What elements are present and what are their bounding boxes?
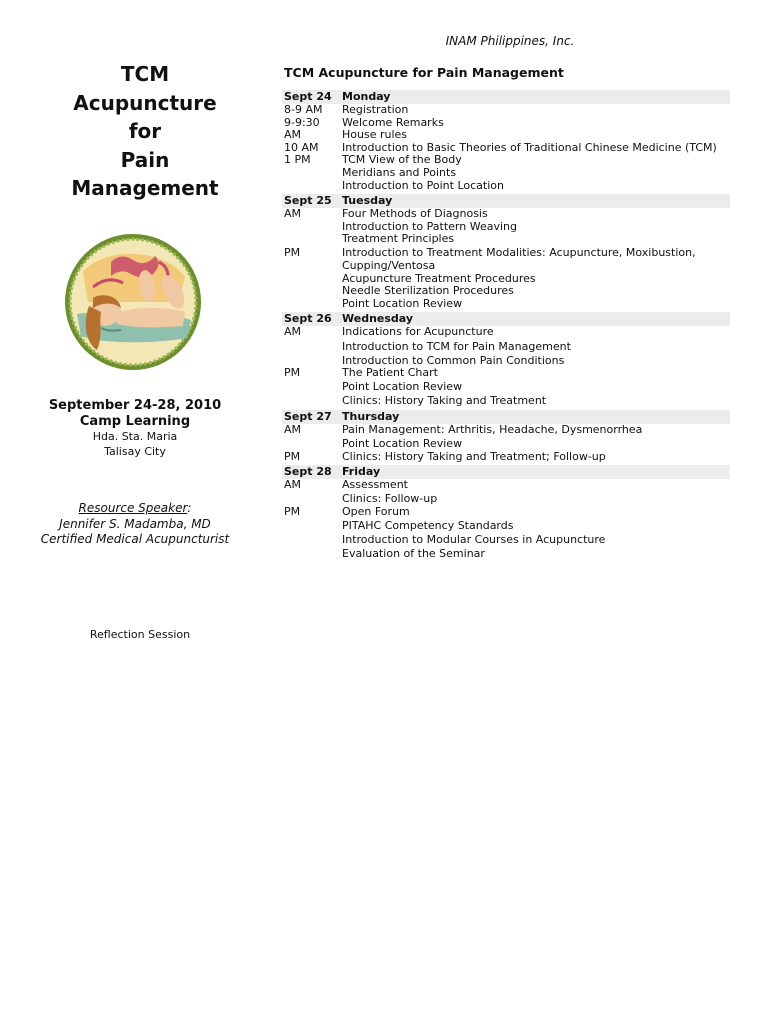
activity-cell: Open Forum <box>342 504 410 518</box>
schedule-row <box>282 246 730 260</box>
time-cell: AM <box>284 325 302 339</box>
activity-cell: Point Location Review <box>342 437 463 451</box>
time-cell <box>282 167 342 180</box>
time-cell: AM <box>284 478 302 492</box>
activity-cell: Introduction to Point Location <box>342 178 504 192</box>
schedule-table <box>282 88 730 561</box>
time-cell: AM <box>284 207 302 221</box>
time-cell: AM <box>284 128 302 142</box>
activity-cell: Treatment Principles <box>342 232 455 246</box>
activity-cell: Acupuncture Treatment Procedures <box>342 271 536 285</box>
activity-cell: Registration <box>342 103 409 116</box>
time-cell <box>282 520 342 533</box>
day-name: Wednesday <box>342 312 414 326</box>
activity-cell: Introduction to Treatment Modalities: Acupuncture, Moxibustion, <box>342 246 696 260</box>
activity-cell: Introduction to TCM for Pain Management <box>342 339 571 353</box>
speaker-heading <box>30 501 240 517</box>
time-cell <box>282 381 342 394</box>
time-cell: PM <box>284 366 301 380</box>
time-cell <box>282 221 342 234</box>
organization-name: INAM Philippines, Inc. <box>445 34 575 48</box>
schedule-row <box>282 394 730 408</box>
event-dates: September 24-28, 2010 <box>48 398 222 413</box>
schedule-row <box>282 260 730 273</box>
time-cell: AM <box>284 422 302 436</box>
day-header <box>282 194 730 208</box>
speaker-colon: : <box>187 501 192 515</box>
schedule-row <box>282 208 730 221</box>
schedule-row <box>282 353 730 367</box>
speaker-credential: Certified Medical Acupuncturist <box>40 532 230 546</box>
day-name: Friday <box>342 465 381 479</box>
schedule-row <box>282 380 730 394</box>
activity-cell: PITAHC Competency Standards <box>342 519 514 533</box>
activity-cell: Indications for Acupuncture <box>342 325 494 339</box>
schedule-row <box>282 339 730 353</box>
activity-cell: Assessment <box>342 478 408 492</box>
day-date: Sept 28 <box>284 465 332 479</box>
schedule-row <box>282 533 730 547</box>
address-line-2: Talisay City <box>104 444 166 458</box>
activity-cell: Clinics: Follow-up <box>342 492 438 506</box>
activity-cell: Point Location Review <box>342 296 463 310</box>
activity-cell: Cupping/Ventosa <box>342 259 436 273</box>
schedule-row <box>282 506 730 519</box>
activity-cell: Point Location Review <box>342 380 463 394</box>
time-cell: 10 AM <box>284 140 319 154</box>
time-cell <box>282 233 342 246</box>
activity-cell: Evaluation of the Seminar <box>342 547 485 561</box>
speaker-name: Jennifer S. Madamba, MD <box>59 516 211 531</box>
activity-cell: The Patient Chart <box>342 366 438 380</box>
day-name: Thursday <box>342 409 400 423</box>
time-cell: 8-9 AM <box>284 103 323 116</box>
activity-cell: Four Methods of Diagnosis <box>342 207 488 221</box>
day-date: Sept 27 <box>284 409 332 423</box>
day-date: Sept 24 <box>284 90 332 103</box>
schedule-row <box>282 180 730 193</box>
brochure-title <box>40 60 250 203</box>
reflection-session: Reflection Session <box>89 628 191 641</box>
activity-cell: Introduction to Basic Theories of Traditional Chinese Medicine (TCM) <box>342 140 717 154</box>
schedule-row <box>282 437 730 451</box>
time-cell: 1 PM <box>284 153 311 167</box>
time-cell: 9-9:30 <box>284 115 320 129</box>
schedule-row <box>282 233 730 246</box>
day-header <box>282 465 730 479</box>
activity-cell: Clinics: History Taking and Treatment <box>342 394 547 408</box>
day-header <box>282 410 730 424</box>
schedule-row <box>282 367 730 380</box>
activity-cell: House rules <box>342 128 408 142</box>
activity-cell: Introduction to Common Pain Conditions <box>342 353 565 367</box>
schedule-row <box>282 547 730 561</box>
event-details <box>35 398 235 459</box>
day-header <box>282 90 730 104</box>
schedule-row <box>282 104 730 117</box>
time-cell <box>282 260 342 273</box>
massage-illustration-icon <box>63 232 203 372</box>
schedule-row <box>282 519 730 533</box>
speaker-label: Resource Speaker <box>78 501 188 515</box>
title-line: TCM <box>120 62 170 86</box>
title-line: for <box>128 119 162 143</box>
time-cell: PM <box>284 246 301 260</box>
activity-cell: Pain Management: Arthritis, Headache, Dysmenorrhea <box>342 422 643 436</box>
time-cell <box>282 438 342 451</box>
schedule-row <box>282 129 730 142</box>
activity-cell: Needle Sterilization Procedures <box>342 284 514 298</box>
time-cell <box>282 273 342 286</box>
schedule-row <box>282 479 730 492</box>
activity-cell: Meridians and Points <box>342 165 457 179</box>
time-cell <box>282 180 342 193</box>
schedule-row <box>282 298 730 311</box>
day-date: Sept 26 <box>284 312 332 326</box>
event-venue: Camp Learning <box>79 414 191 429</box>
schedule-row <box>282 167 730 180</box>
day-header <box>282 312 730 326</box>
time-cell <box>282 534 342 547</box>
resource-speaker <box>30 501 240 548</box>
time-cell: PM <box>284 449 301 463</box>
activity-cell: TCM View of the Body <box>342 153 462 167</box>
day-name: Tuesday <box>342 194 393 208</box>
activity-cell: Clinics: History Taking and Treatment; Follow-up <box>342 449 606 463</box>
time-cell <box>282 395 342 408</box>
day-date: Sept 25 <box>284 194 332 208</box>
time-cell <box>282 285 342 298</box>
time-cell: PM <box>284 504 301 518</box>
schedule-row <box>282 424 730 437</box>
schedule-row <box>282 285 730 298</box>
time-cell <box>282 298 342 311</box>
time-cell <box>282 548 342 561</box>
schedule-row <box>282 451 730 464</box>
activity-cell: Welcome Remarks <box>342 115 444 129</box>
address-line-1: Hda. Sta. Maria <box>92 430 178 443</box>
title-line: Pain <box>120 147 170 172</box>
schedule-row <box>282 326 730 339</box>
activity-cell: Introduction to Modular Courses in Acupuncture <box>342 533 606 547</box>
schedule-title: TCM Acupuncture for Pain Management <box>284 65 564 80</box>
activity-cell: Introduction to Pattern Weaving <box>342 219 517 233</box>
title-line: Acupuncture <box>73 90 217 115</box>
day-name: Monday <box>342 90 391 103</box>
time-cell <box>282 341 342 354</box>
schedule-row <box>282 492 730 506</box>
title-line: Management <box>71 176 219 200</box>
